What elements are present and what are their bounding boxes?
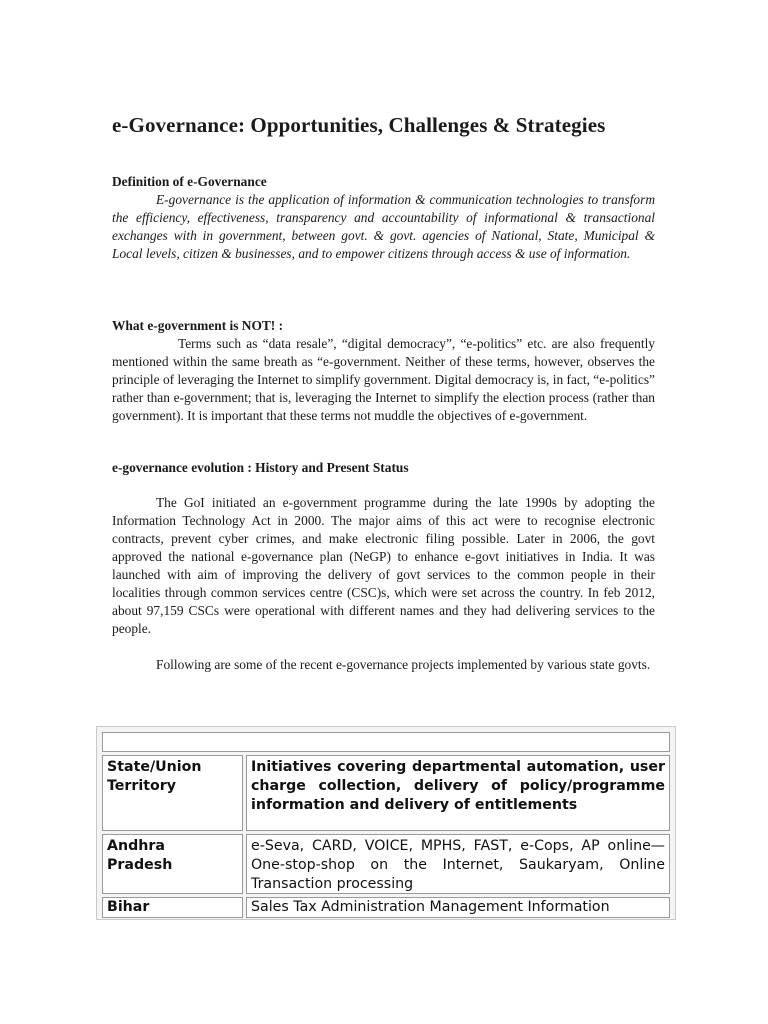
not-body: Terms such as “data resale”, “digital democracy”, “e-politics” etc. are also frequently mentioned within the same breath as “e-government. Neither of these terms, however, observes the principle of leveraging the Internet to simplify government. Digital democracy is, in fact, “e-politics” rather than e-government; that is, leveraging the Internet to simplify the election process (rather than government). It is important that these terms not muddle the objectives of e-government. [112,336,655,423]
projects-table [96,726,676,920]
not-section [112,317,655,425]
definition-body: E-governance is the application of information & communication technologies to transform the efficiency, effectiveness, transparency and accountability of informational & transactional exchanges with in government, between govt. & govt. agencies of National, State, Municipal & Local levels, citizen & businesses, and to empower citizens through access & use of information. [112,192,655,261]
evolution-heading-block [112,459,655,477]
not-heading: What e-government is NOT! : [112,318,284,333]
evolution-body: The GoI initiated an e-government programme during the late 1990s by adopting the Information Technology Act in 2000. The major aims of this act were to recognise electronic contracts, prevent cyber crimes, and make electronic filing possible. Later in 2006, the govt approved the national e-governance plan (NeGP) to enhance e-govt initiatives in India. It was launched with aim of improving the delivery of govt services to the common people in their localities through common services centre (CSC)s, which were set across the country. In feb 2012, about 97,159 CSCs were operational with different names and they had delivering services to the people. [112,495,655,636]
evolution-heading: e-governance evolution : History and Present Status [112,460,409,475]
evolution-section [112,494,655,638]
table-row-initiatives: Sales Tax Administration Management Information [246,897,670,918]
definition-section [112,173,655,263]
table-header-state: State/Union Territory [102,755,243,831]
definition-heading: Definition of e-Governance [112,174,267,189]
table-row-initiatives: e-Seva, CARD, VOICE, MPHS, FAST, e-Cops, AP online—One-stop-shop on the Internet, Saukaryam, Online Transaction processing [246,834,670,894]
table-row-state: Andhra Pradesh [102,834,243,894]
table-header-initiatives: Initiatives covering departmental automation, user charge collection, delivery of policy/programme information and delivery of entitlements [246,755,670,831]
table-empty-row [102,732,670,752]
document-title: e-Governance: Opportunities, Challenges & Strategies [112,113,606,137]
following-section [112,656,655,674]
following-body: Following are some of the recent e-governance projects implemented by various state govts. [156,657,651,672]
table-row-state: Bihar [102,897,243,918]
